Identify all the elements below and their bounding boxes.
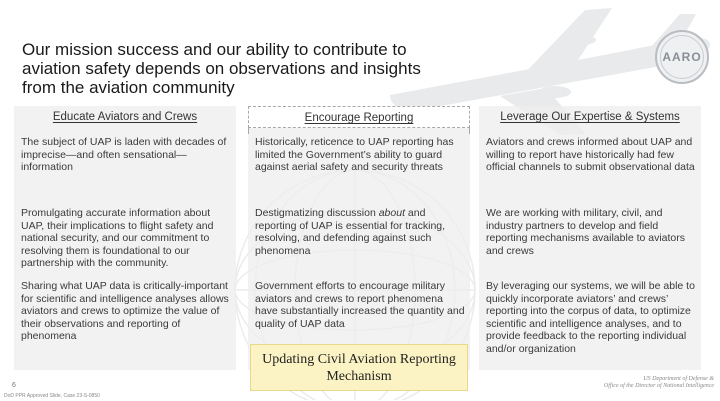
column-heading: Encourage Reporting — [248, 106, 470, 128]
column-paragraph: Promulgating accurate information about UAP, their implications to flight safety and national security, and our commitment to resolving them is foundational to our partnership with the community. — [21, 207, 214, 269]
column-encourage-reporting — [248, 106, 470, 370]
column-educate-aviators — [14, 106, 236, 370]
column-heading: Educate Aviators and Crews — [52, 111, 198, 123]
agency-line: Office of the Director of National Intelligence — [603, 383, 714, 389]
slide-number: 6 — [12, 382, 16, 389]
column-leverage-expertise — [479, 106, 701, 370]
column-paragraph: Historically, reticence to UAP reporting has limited the Government’s ability to guard against aerial safety and security threats — [255, 136, 454, 173]
column-paragraph: Sharing what UAP data is critically-important for scientific and intelligence analyses allows aviators and crews to optimize the value of their observations and reporting of phenomena — [21, 280, 229, 342]
approval-notice: DoD PPR Approved Slide, Case 23-S-0850 — [4, 393, 100, 399]
agency-line: US Department of Defense & — [643, 376, 714, 382]
callout-text: Updating Civil Aviation Reporting Mechanism — [262, 351, 456, 384]
column-paragraph: By leveraging our systems, we will be able to quickly incorporate aviators’ and crews’ reporting into the corpus of data, to optimize scientific and intelligence analyses, and to provide feedback to the reporting individual and/or organization — [486, 280, 695, 355]
aaro-logo-text: AARO — [660, 35, 704, 79]
column-paragraph: We are working with military, civil, and industry partners to develop and field reporting mechanisms available to aviators and crews — [486, 207, 686, 257]
column-paragraph: Government efforts to encourage military aviators and crews to report phenomena have substantially increased the quantity and quality of UAP data — [255, 280, 465, 330]
headline: Our mission success and our ability to contribute to aviation safety depends on observations and insights from the aviation community — [22, 40, 421, 97]
paragraph-text: Destigmatizing discussion about and reporting of UAP is essential for tracking, resolving, and defending against such phenomena — [255, 207, 446, 257]
column-paragraph: The subject of UAP is laden with decades of imprecise—and often sensational—information — [21, 136, 227, 173]
aaro-logo — [655, 30, 709, 84]
callout-box — [250, 344, 468, 391]
agency-attribution — [578, 376, 714, 390]
column-paragraph: Aviators and crews informed about UAP and willing to report have historically had few official channels to submit observational data — [486, 136, 695, 173]
column-paragraph-destigmatizing — [255, 207, 467, 257]
dashed-frame — [248, 128, 470, 134]
column-heading: Leverage Our Expertise & Systems — [500, 111, 680, 123]
